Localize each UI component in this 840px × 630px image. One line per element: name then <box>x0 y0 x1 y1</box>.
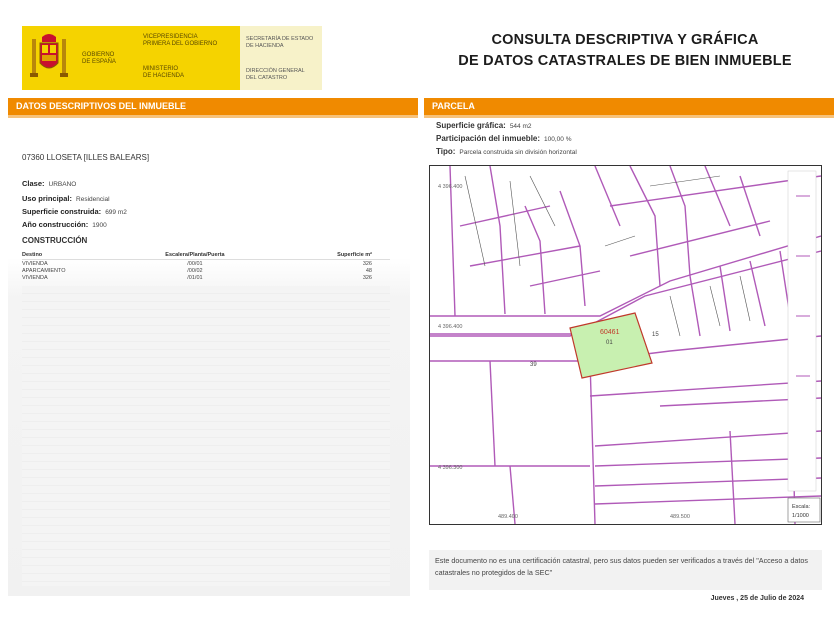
table-row <box>22 260 390 268</box>
cell-escalera: /00/02 <box>187 267 203 274</box>
col-superficie: Superficie m² <box>265 251 390 260</box>
cell-destino: APARCAMIENTO <box>22 267 66 274</box>
section-bar-datos: DATOS DESCRIPTIVOS DEL INMUEBLE <box>8 98 418 115</box>
property-address: 07360 LLOSETA [ILLES BALEARS] <box>22 153 150 162</box>
field-participacion: Participación del inmueble: 100,00 % <box>436 134 572 143</box>
map-coord-low-left: 4 396.300 <box>438 465 463 471</box>
cell-superficie: 326 <box>362 274 372 281</box>
table-header-row <box>22 251 390 260</box>
construction-table-empty-rows <box>22 286 390 586</box>
map-lot-39: 39 <box>530 362 537 368</box>
map-coord-bottom-1: 489.400 <box>498 514 518 520</box>
cell-destino: VIVIENDA <box>22 274 48 281</box>
disclaimer-note: Este documento no es una certificación catastral, pero sus datos pueden ser verificados a través del "Acceso a datos catastrales no protegidos de la SEC" <box>429 550 822 590</box>
cadastral-map <box>429 165 822 525</box>
logo-vicepresidencia: VICEPRESIDENCIA PRIMERA DEL GOBIERNO <box>143 34 218 47</box>
section-bar-parcela: PARCELA <box>424 98 834 115</box>
logo-ministerio: MINISTERIO DE HACIENDA <box>143 66 185 79</box>
document-date: Jueves , 25 de Julio de 2024 <box>710 595 804 602</box>
field-superficie-grafica: Superficie gráfica: 544 m2 <box>436 121 532 130</box>
field-superficie: Superficie construida: 699 m2 <box>22 207 127 216</box>
spain-crest-icon <box>28 33 70 81</box>
map-parcel-num: 01 <box>606 340 613 346</box>
building-lines <box>465 176 810 336</box>
field-tipo: Tipo: Parcela construida sin división horizontal <box>436 147 577 156</box>
table-row <box>22 267 390 274</box>
map-legend-strip <box>788 171 816 491</box>
col-destino: Destino <box>22 251 125 260</box>
logo-direccion: DIRECCIÓN GENERAL DEL CATASTRO <box>246 68 305 81</box>
logo-gobierno: GOBIERNO DE ESPAÑA <box>82 52 116 65</box>
field-clase: Clase: URBANO <box>22 179 77 188</box>
map-coord-top-left: 4 396.400 <box>438 184 463 190</box>
map-scale-label: Escala: <box>792 504 811 510</box>
map-scale-value: 1/1000 <box>792 513 809 519</box>
map-coord-mid-left: 4 396.400 <box>438 324 463 330</box>
cell-superficie: 48 <box>365 267 372 274</box>
construction-heading: CONSTRUCCIÓN <box>22 236 88 245</box>
field-uso: Uso principal: Residencial <box>22 194 110 203</box>
page-title: CONSULTA DESCRIPTIVA Y GRÁFICA DE DATOS CATASTRALES DE BIEN INMUEBLE <box>458 32 792 69</box>
map-lot-15: 15 <box>652 332 659 338</box>
cell-escalera: /01/01 <box>187 274 203 281</box>
cell-escalera: /00/01 <box>187 260 203 267</box>
cell-destino: VIVIENDA <box>22 260 48 267</box>
table-row <box>22 274 390 281</box>
section-bar-parcela-shadow <box>424 115 834 118</box>
map-parcel-ref: 60461 <box>600 329 620 336</box>
construction-table <box>22 251 390 281</box>
cell-superficie: 326 <box>362 260 372 267</box>
logo-secretaria: SECRETARÍA DE ESTADO DE HACIENDA <box>246 36 314 49</box>
field-anio: Año construcción: 1900 <box>22 220 107 229</box>
col-escalera: Escalera/Planta/Puerta <box>125 251 265 260</box>
map-coord-bottom-2: 489.500 <box>670 514 690 520</box>
